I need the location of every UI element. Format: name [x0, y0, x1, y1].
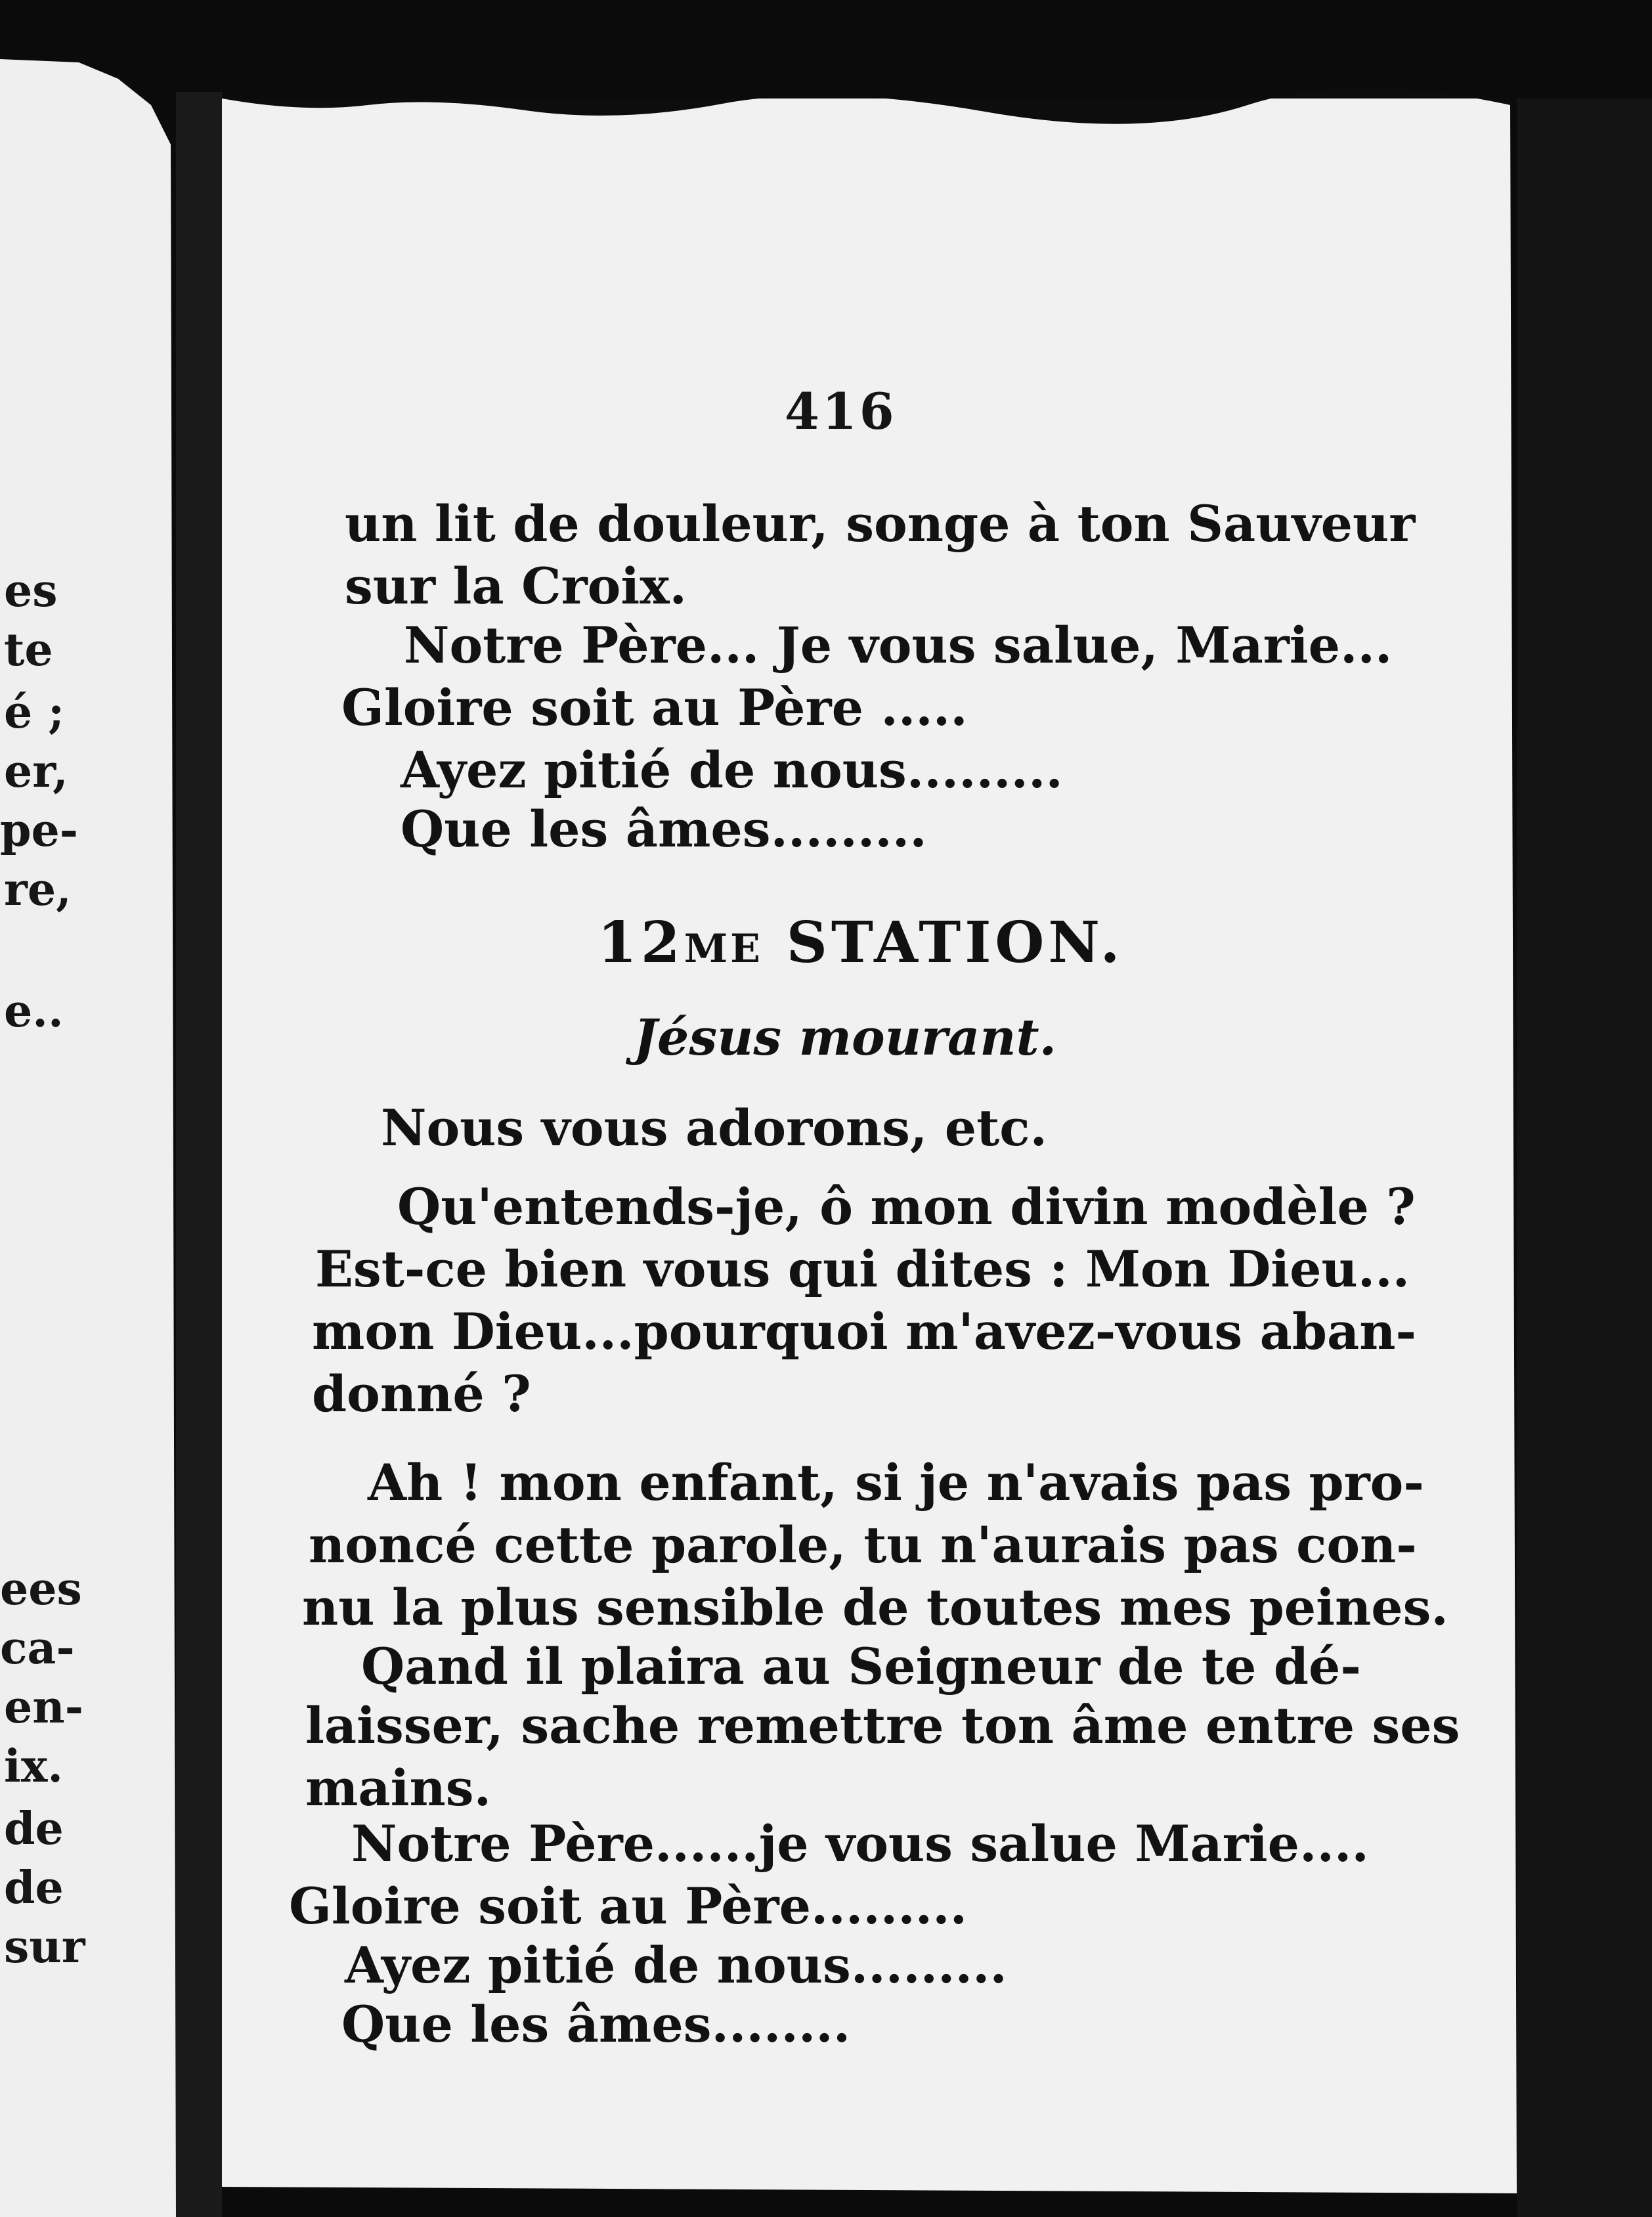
subheading: Jésus mourant.	[634, 1008, 1057, 1066]
text-line: Notre Père... Je vous salue, Marie...	[404, 616, 1393, 674]
text-line: Ah ! mon enfant, si je n'avais pas pro-	[368, 1453, 1424, 1512]
left-page-fragment-text: de	[4, 1803, 64, 1855]
text-line: Que les âmes........	[341, 1995, 851, 2053]
page-number: 416	[785, 382, 897, 441]
text-line: Que les âmes.........	[401, 800, 927, 858]
text-line: Gloire soit au Père .....	[341, 678, 968, 737]
text-line: laisser, sache remettre ton âme entre ses	[305, 1696, 1460, 1755]
left-page-fragment-text: es	[4, 565, 58, 617]
heading-suffix: ME	[684, 926, 763, 972]
left-page-fragment-text: de	[4, 1862, 64, 1914]
text-line: Est-ce bien vous qui dites : Mon Dieu...	[315, 1240, 1410, 1298]
text-line: Qand il plaira au Seigneur de te dé-	[361, 1637, 1361, 1696]
left-page-text-fragments	[0, 0, 197, 2217]
heading-word: STATION.	[762, 910, 1124, 976]
text-line: Ayez pitié de nous.........	[345, 1936, 1007, 1994]
text-line: un lit de douleur, songe à ton Sauveur	[345, 494, 1416, 553]
left-page-fragment-text: te	[4, 624, 53, 676]
left-page-fragment-text: e..	[4, 985, 64, 1038]
text-line: mon Dieu...pourquoi m'avez-vous aban-	[312, 1302, 1417, 1361]
left-page-fragment-text: pe-	[0, 804, 79, 857]
text-line: Ayez pitié de nous.........	[401, 741, 1063, 799]
text-line: Qu'entends-je, ô mon divin modèle ?	[397, 1177, 1416, 1236]
station-heading	[598, 910, 1123, 976]
text-line: noncé cette parole, tu n'aurais pas con-	[309, 1516, 1417, 1574]
text-line: nu la plus sensible de toutes mes peines.	[302, 1578, 1448, 1636]
left-page-fragment-text: re,	[4, 864, 72, 916]
binding-edge	[1517, 99, 1652, 2217]
left-page-fragment-text: er,	[4, 745, 68, 798]
text-line: mains.	[305, 1759, 492, 1817]
left-page-fragment-text: ix.	[4, 1740, 64, 1793]
text-line: donné ?	[312, 1365, 531, 1423]
left-page-fragment-text: ca-	[0, 1622, 75, 1675]
text-line: Notre Père......je vous salue Marie....	[351, 1814, 1369, 1873]
left-page-fragment-text: sur	[4, 1921, 85, 1973]
text-line: Nous vous adorons, etc.	[381, 1099, 1047, 1157]
heading-number: 12	[598, 910, 684, 976]
left-page-fragment-text: ees	[0, 1563, 82, 1615]
text-line: Gloire soit au Père.........	[289, 1877, 968, 1935]
left-page-fragment-text: é ;	[4, 686, 65, 739]
left-page-fragment-text: en-	[4, 1681, 83, 1734]
text-line: sur la Croix.	[345, 557, 687, 615]
